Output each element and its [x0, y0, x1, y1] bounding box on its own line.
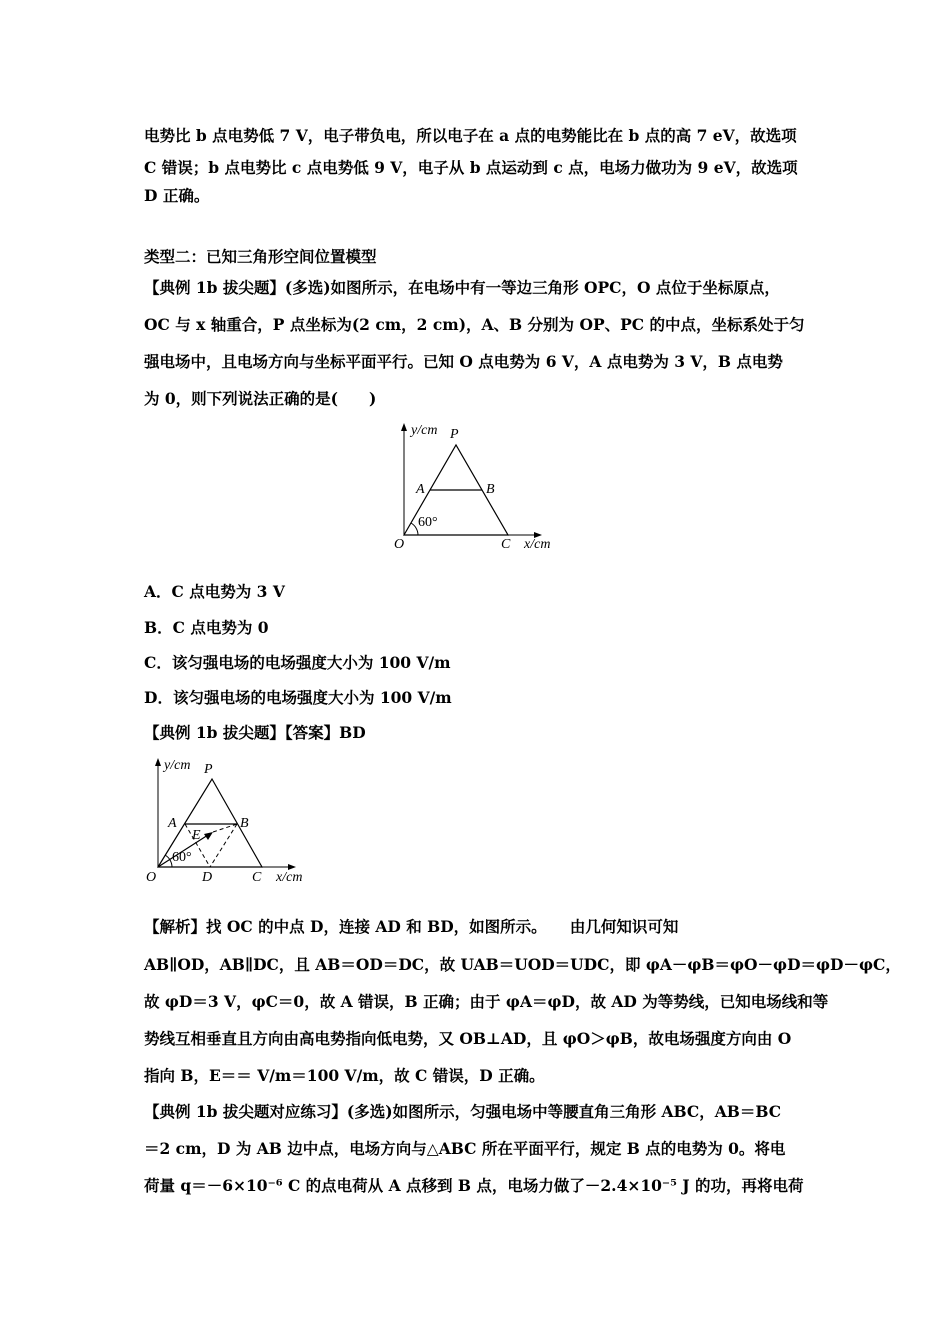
option-d: D．该匀强电场的电场强度大小为 100 V/m: [144, 688, 452, 707]
label-b: B: [486, 482, 495, 497]
label-o: O: [146, 870, 157, 885]
option-b: B．C 点电势为 0: [144, 618, 269, 637]
label-c: C: [501, 537, 511, 552]
angle-label: 60°: [172, 850, 192, 865]
field-arrowhead: [204, 832, 213, 840]
x-axis-label: x/cm: [276, 870, 303, 885]
label-p: P: [204, 762, 213, 777]
text-line: C 错误；b 点电势比 c 点电势低 9 V，电子从 b 点运动到 c 点，电场力做功为 9 eV，故选项: [144, 158, 798, 177]
solution-line: 故 φD＝3 V，φC＝0，故 A 错误，B 正确；由于 φA＝φD，故 AD 为等势线，已知电场线和等: [144, 992, 829, 1011]
solution-line: 指向 B，E＝＝ V/m＝100 V/m，故 C 错误，D 正确。: [144, 1066, 545, 1085]
label-a: A: [168, 816, 177, 831]
text-line: 电势比 b 点电势低 7 V，电子带负电，所以电子在 a 点的电势能比在 b 点的高 7 eV，故选项: [144, 126, 797, 145]
label-o: O: [394, 537, 405, 552]
question-line: 【典例 1b 拔尖题】(多选)如图所示，在电场中有一等边三角形 OPC，O 点位于坐标原点，: [144, 278, 780, 297]
angle-arc: [411, 523, 418, 535]
solution-line: 【解析】找 OC 的中点 D，连接 AD 和 BD，如图所示。 由几何知识可知: [144, 917, 679, 936]
angle-label: 60°: [418, 515, 438, 530]
segment-bd: [210, 824, 237, 867]
solution-figure: [142, 755, 322, 890]
label-a: A: [416, 482, 425, 497]
practice-line: ＝2 cm，D 为 AB 边中点，电场方向与△ABC 所在平面平行，规定 B 点的电势为 0。将电: [144, 1139, 786, 1158]
label-b: B: [240, 816, 249, 831]
question-line: 强电场中，且电场方向与坐标平面平行。已知 O 点电势为 6 V，A 点电势为 3 V，B 点电势: [144, 352, 783, 371]
practice-line: 荷量 q＝－6×10⁻⁶ C 的点电荷从 A 点移到 B 点，电场力做了－2.4×10⁻⁵ J 的功，再将电荷: [144, 1176, 804, 1195]
section-heading: 类型二：已知三角形空间位置模型: [144, 248, 377, 266]
segment-ob: [213, 824, 237, 832]
label-p: P: [450, 427, 459, 442]
angle-arc: [165, 855, 172, 867]
option-a: A．C 点电势为 3 V: [144, 582, 285, 601]
triangle-figure: [388, 420, 568, 555]
solution-line: 势线互相垂直且方向由高电势指向低电势，又 OB⊥AD，且 φO＞φB，故电场强度方向由 O: [144, 1029, 792, 1048]
label-c: C: [252, 870, 262, 885]
text-line: D 正确。: [144, 186, 210, 205]
x-axis-label: x/cm: [524, 537, 551, 552]
y-axis-label: y/cm: [411, 423, 438, 438]
question-line: OC 与 x 轴重合，P 点坐标为(2 cm，2 cm)，A、B 分别为 OP、PC 的中点，坐标系处于匀: [144, 315, 805, 334]
option-c: C．该匀强电场的电场强度大小为 100 V/m: [144, 653, 451, 672]
solution-line: AB∥OD，AB∥DC，且 AB＝OD＝DC，故 UAB＝UOD＝UDC，即 φA－φB＝φO－φD＝φD－φC，: [144, 955, 901, 974]
y-axis-arrow: [155, 758, 161, 766]
y-axis-label: y/cm: [164, 758, 191, 773]
label-e: E: [192, 828, 201, 843]
question-line: 为 0，则下列说法正确的是( ): [144, 389, 377, 408]
practice-line: 【典例 1b 拔尖题对应练习】(多选)如图所示，匀强电场中等腰直角三角形 ABC，AB＝BC: [144, 1102, 782, 1121]
label-d: D: [202, 870, 213, 885]
y-axis-arrow: [401, 423, 407, 431]
answer-line: 【典例 1b 拔尖题】【答案】BD: [144, 723, 366, 742]
